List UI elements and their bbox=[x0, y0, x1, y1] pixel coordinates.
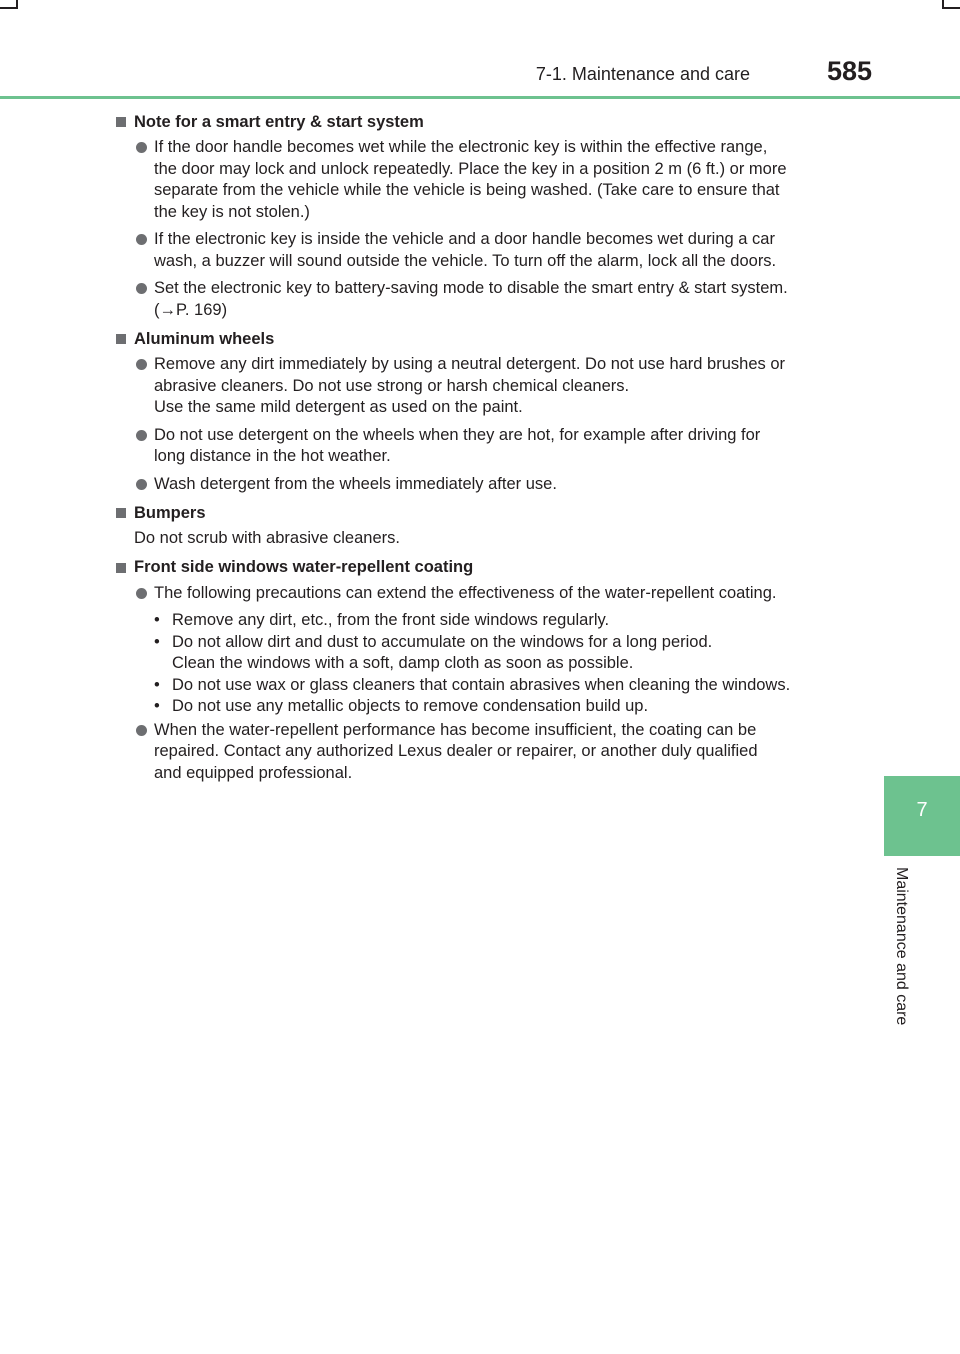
section-heading-text: Bumpers bbox=[134, 503, 206, 522]
list-item-text bbox=[154, 354, 842, 419]
list-item-text bbox=[154, 425, 842, 468]
round-bullet-icon bbox=[136, 283, 147, 294]
text-line: repaired. Contact any authorized Lexus dealer or repairer, or another duly qualified bbox=[154, 742, 758, 760]
square-bullet-icon bbox=[116, 508, 126, 518]
list-item bbox=[136, 474, 842, 496]
section-heading bbox=[116, 110, 842, 134]
section-heading bbox=[116, 327, 842, 351]
chapter-tab bbox=[884, 776, 960, 856]
list-item bbox=[136, 425, 842, 468]
small-bullet-icon: • bbox=[154, 675, 160, 694]
square-bullet-icon bbox=[116, 563, 126, 573]
round-bullet-icon bbox=[136, 725, 147, 736]
round-bullet-icon bbox=[136, 588, 147, 599]
list-item-text bbox=[154, 229, 842, 272]
text-line: Remove any dirt immediately by using a neutral detergent. Do not use hard brushes or bbox=[154, 355, 786, 373]
text-line: Do not use any metallic objects to remove condensation build up. bbox=[172, 697, 649, 715]
section-heading bbox=[116, 501, 842, 525]
sub-list-item bbox=[154, 632, 842, 675]
section-water-repellent bbox=[116, 556, 842, 785]
list-item-text bbox=[154, 137, 842, 223]
list-item-text bbox=[154, 583, 842, 605]
text-line: and equipped professional. bbox=[154, 763, 353, 782]
text-line: When the water-repellent performance has become insufficient, the coating can be bbox=[154, 720, 757, 739]
small-bullet-icon: • bbox=[154, 632, 160, 651]
text-line: Wash detergent from the wheels immediately after use. bbox=[154, 474, 557, 493]
text-line: separate from the vehicle while the vehicle is being washed. (Take care to ensure that bbox=[154, 181, 780, 199]
section-heading bbox=[116, 556, 842, 580]
list-item bbox=[136, 354, 842, 419]
text-line: Set the electronic key to battery-saving mode to disable the smart entry & start system. bbox=[154, 279, 788, 297]
sub-list-item-text bbox=[172, 610, 609, 632]
round-bullet-icon bbox=[136, 430, 147, 441]
round-bullet-icon bbox=[136, 142, 147, 153]
header-rule bbox=[0, 96, 960, 99]
page-reference-link[interactable]: (→P. 169) bbox=[154, 300, 228, 319]
section-heading-text: Front side windows water-repellent coating bbox=[134, 558, 474, 576]
text-line: The following precautions can extend the effectiveness of the water-repellent coating. bbox=[154, 583, 777, 602]
sub-list-item bbox=[154, 675, 842, 697]
round-bullet-icon bbox=[136, 479, 147, 490]
section-heading-text: Note for a smart entry & start system bbox=[134, 112, 424, 131]
crop-mark bbox=[0, 7, 18, 9]
sub-list-item-text bbox=[172, 696, 648, 718]
square-bullet-icon bbox=[116, 117, 126, 127]
crop-mark bbox=[942, 7, 960, 9]
text-line: Use the same mild detergent as used on the paint. bbox=[154, 398, 523, 416]
round-bullet-icon bbox=[136, 234, 147, 245]
text-line: Do not use detergent on the wheels when they are hot, for example after driving for bbox=[154, 425, 761, 444]
sub-list-item bbox=[154, 696, 842, 718]
text-line: long distance in the hot weather. bbox=[154, 447, 391, 465]
list-item-text bbox=[154, 720, 842, 785]
sub-list-item-text bbox=[172, 632, 712, 675]
list-item-text bbox=[154, 474, 842, 496]
text-line: abrasive cleaners. Do not use strong or harsh chemical cleaners. bbox=[154, 376, 630, 395]
list-item bbox=[136, 229, 842, 272]
text-line: the key is not stolen.) bbox=[154, 202, 310, 221]
section-aluminum-wheels bbox=[116, 327, 842, 495]
text-line: Do not use wax or glass cleaners that contain abrasives when cleaning the windows. bbox=[172, 675, 791, 694]
small-bullet-icon: • bbox=[154, 611, 160, 629]
running-header-title: 7-1. Maintenance and care bbox=[535, 64, 750, 84]
text-line: wash, a buzzer will sound outside the vehicle. To turn off the alarm, lock all the doors. bbox=[154, 251, 777, 270]
sub-list-item-text bbox=[172, 675, 790, 697]
list-item-text bbox=[154, 278, 842, 321]
text-line: Do not allow dirt and dust to accumulate on the windows for a long period. bbox=[172, 632, 713, 651]
list-item bbox=[136, 583, 842, 605]
text-line: If the door handle becomes wet while the electronic key is within the effective range, bbox=[154, 138, 768, 156]
chapter-label: Maintenance and care bbox=[893, 867, 910, 1026]
page-content bbox=[116, 110, 842, 790]
list-item bbox=[136, 278, 842, 321]
sub-list-item bbox=[154, 610, 842, 632]
list-item bbox=[136, 720, 842, 785]
section-bumpers bbox=[116, 501, 842, 550]
list-item bbox=[136, 137, 842, 223]
chapter-number: 7 bbox=[916, 799, 928, 821]
text-line: Clean the windows with a soft, damp cloth as soon as possible. bbox=[172, 654, 634, 672]
section-text: Do not scrub with abrasive cleaners. bbox=[134, 529, 400, 547]
page-number: 585 bbox=[826, 56, 872, 86]
text-line: If the electronic key is inside the vehicle and a door handle becomes wet during a car bbox=[154, 230, 775, 248]
sub-list bbox=[154, 610, 842, 718]
round-bullet-icon bbox=[136, 359, 147, 370]
text-line: the door may lock and unlock repeatedly. Place the key in a position 2 m (6 ft.) or more bbox=[154, 159, 787, 178]
text-line: Remove any dirt, etc., from the front side windows regularly. bbox=[172, 611, 610, 629]
small-bullet-icon: • bbox=[154, 697, 160, 715]
square-bullet-icon bbox=[116, 334, 126, 344]
section-heading-text: Aluminum wheels bbox=[134, 329, 275, 348]
section-smart-entry bbox=[116, 110, 842, 321]
